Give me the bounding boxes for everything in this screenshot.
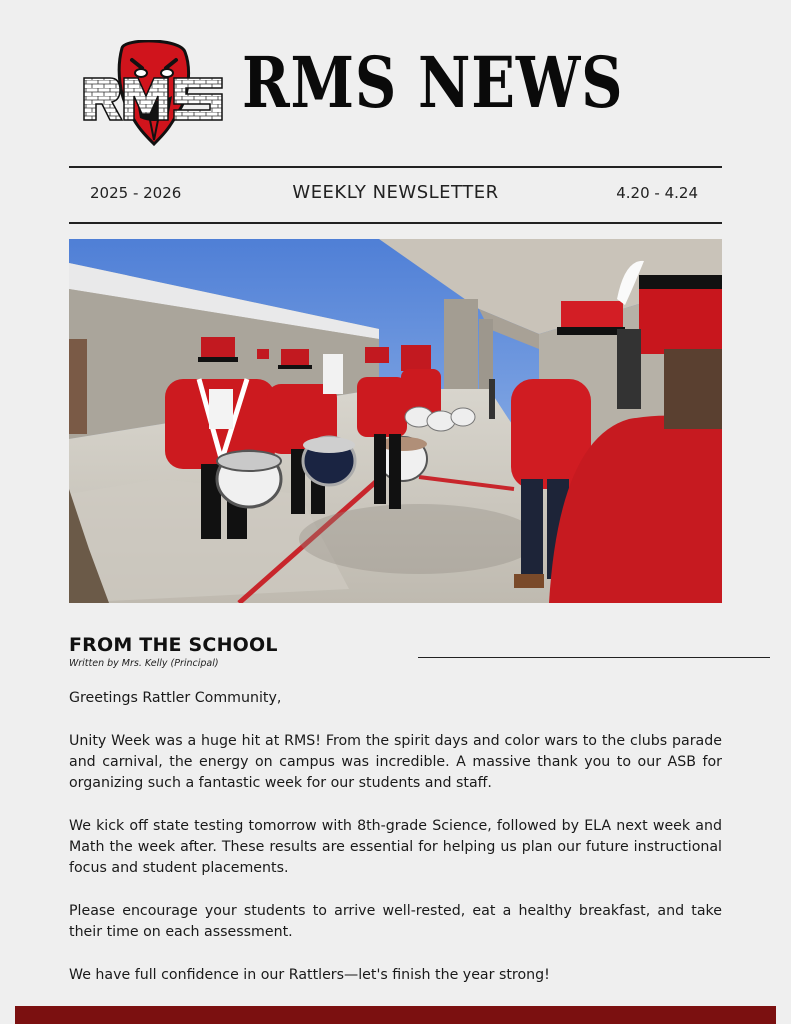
article-paragraph: We have full confidence in our Rattlers—let's finish the year strong! xyxy=(69,967,550,983)
school-logo xyxy=(80,40,230,148)
newsletter-title: RMS NEWS xyxy=(242,41,624,124)
school-year: 2025 - 2026 xyxy=(90,184,182,202)
newsletter-label: WEEKLY NEWSLETTER xyxy=(292,182,499,203)
header-divider-top xyxy=(69,166,722,168)
article-paragraph: Unity Week was a huge hit at RMS! From the spirit days and color wars to the clubs parade and carnival, the energy on campus was incredible. A massive thank you to our ASB for organizing such a fantastic week for our students and staff. xyxy=(69,733,722,791)
footer-bar xyxy=(15,1006,776,1024)
section-divider xyxy=(418,657,770,658)
article-paragraph: Please encourage your students to arrive well-rested, eat a healthy breakfast, and take their time on each assessment. xyxy=(69,903,722,940)
article-byline: Written by Mrs. Kelly (Principal) xyxy=(69,658,219,669)
section-title: FROM THE SCHOOL xyxy=(69,634,278,656)
drumline-photo xyxy=(69,239,722,603)
article-body xyxy=(69,688,722,1008)
article-paragraph: Greetings Rattler Community, xyxy=(69,690,282,706)
header-divider-bottom xyxy=(69,222,722,224)
week-dates: 4.20 - 4.24 xyxy=(616,184,698,202)
article-paragraph: We kick off state testing tomorrow with 8th-grade Science, followed by ELA next week and Math the week after. These results are essential for helping us plan our future instructional focus and student placements. xyxy=(69,818,722,876)
